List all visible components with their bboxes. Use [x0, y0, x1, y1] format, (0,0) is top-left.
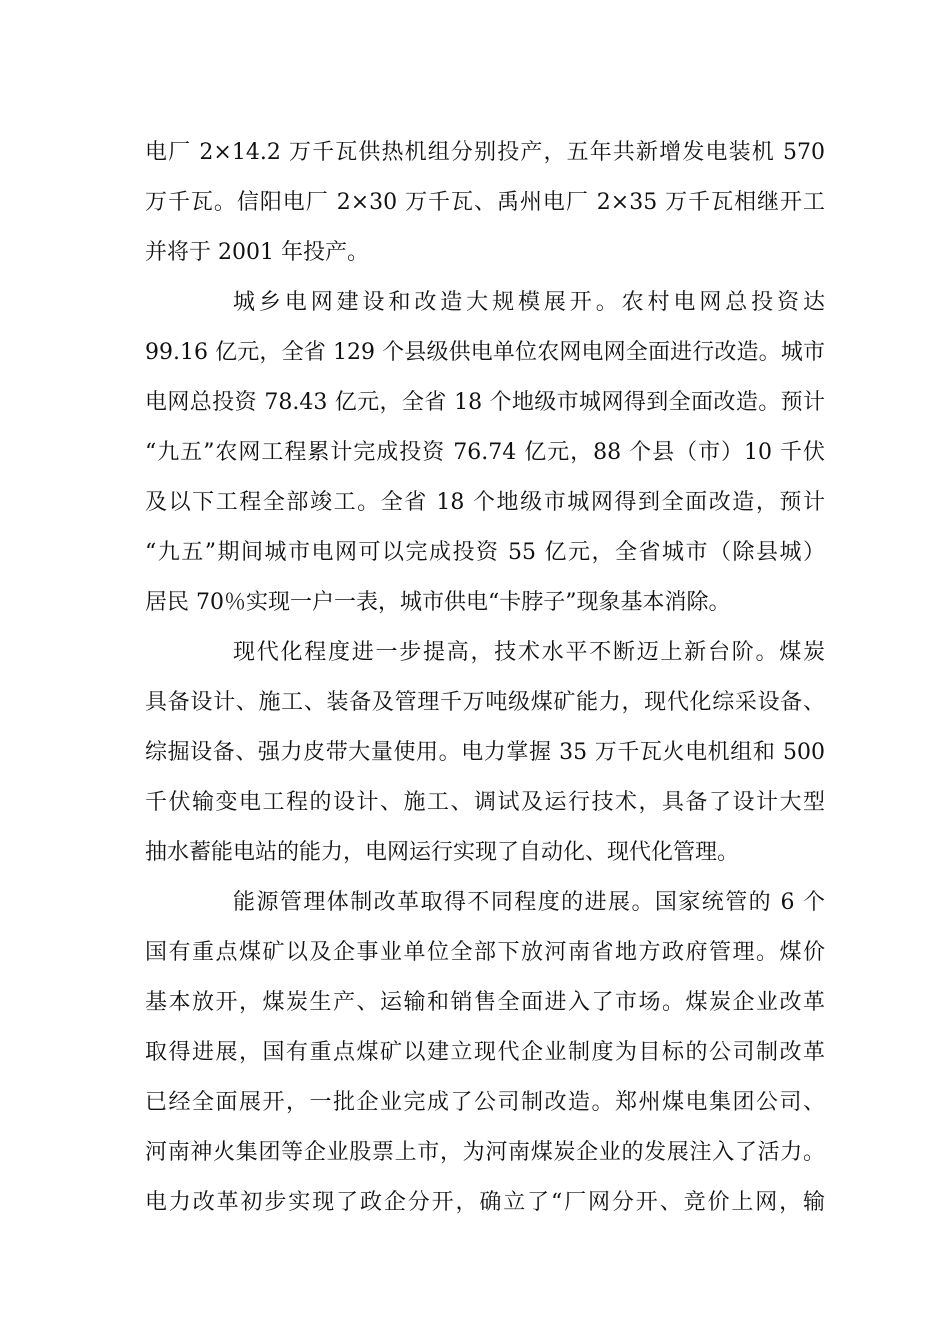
- text-line: 并将于 2001 年投产。: [145, 240, 369, 265]
- paragraph-first-line: 城乡电网建设和改造大规模展开。农村电网总投资达: [233, 290, 825, 315]
- text-line: 已经全面展开，一批企业完成了公司制改造。郑州煤电集团公司、: [145, 1090, 825, 1115]
- text-line: 基本放开，煤炭生产、运输和销售全面进入了市场。煤炭企业改革: [145, 990, 825, 1015]
- text-line: 及以下工程全部竣工。全省 18 个地级市城网得到全面改造，预计: [145, 490, 825, 515]
- text-line: “九五”期间城市电网可以完成投资 55 亿元，全省城市（除县城）: [145, 540, 825, 565]
- paragraph-first-line: 能源管理体制改革取得不同程度的进展。国家统管的 6 个: [233, 890, 825, 915]
- text-line: 河南神火集团等企业股票上市，为河南煤炭企业的发展注入了活力。: [145, 1140, 825, 1165]
- text-line: “九五”农网工程累计完成投资 76.74 亿元，88 个县（市）10 千伏: [145, 440, 825, 465]
- text-line: 抽水蓄能电站的能力，电网运行实现了自动化、现代化管理。: [145, 840, 740, 865]
- text-line: 千伏输变电工程的设计、施工、调试及运行技术，具备了设计大型: [145, 790, 825, 815]
- paragraph-first-line: 现代化程度进一步提高，技术水平不断迈上新台阶。煤炭: [233, 640, 825, 665]
- text-line: 99.16 亿元，全省 129 个县级供电单位农网电网全面进行改造。城市: [145, 340, 825, 365]
- text-line: 具备设计、施工、装备及管理千万吨级煤矿能力，现代化综采设备、: [145, 690, 825, 715]
- text-line: 电厂 2×14.2 万千瓦供热机组分别投产，五年共新增发电装机 570: [145, 140, 825, 165]
- text-line: 国有重点煤矿以及企事业单位全部下放河南省地方政府管理。煤价: [145, 940, 825, 965]
- text-line: 取得进展，国有重点煤矿以建立现代企业制度为目标的公司制改革: [145, 1040, 825, 1065]
- text-line: 电力改革初步实现了政企分开，确立了“厂网分开、竞价上网，输: [145, 1190, 825, 1215]
- text-line: 万千瓦。信阳电厂 2×30 万千瓦、禹州电厂 2×35 万千瓦相继开工: [145, 190, 825, 215]
- text-line: 电网总投资 78.43 亿元，全省 18 个地级市城网得到全面改造。预计: [145, 390, 825, 415]
- text-line: 综掘设备、强力皮带大量使用。电力掌握 35 万千瓦火电机组和 500: [145, 740, 825, 765]
- text-line: 居民 70％实现一户一表，城市供电“卡脖子”现象基本消除。: [145, 590, 731, 615]
